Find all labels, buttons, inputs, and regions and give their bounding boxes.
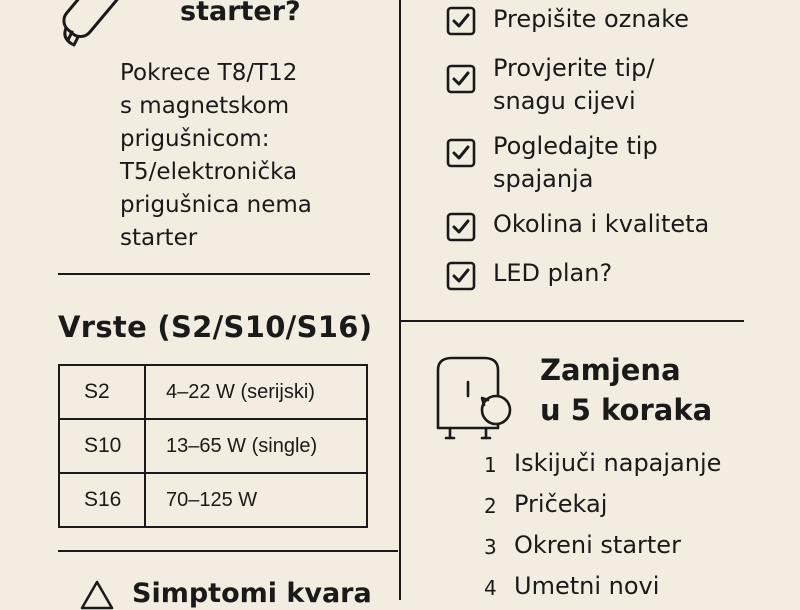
step-number: 3 [484, 535, 497, 559]
checklist-item-2: Provjerite tip/ snagu cijevi [493, 54, 655, 115]
step-number: 2 [484, 494, 497, 518]
checklist-item-4: Okolina i kvaliteta [493, 210, 710, 238]
type-power: 13–65 W (single) [145, 419, 367, 473]
checkbox-checked-icon [446, 261, 476, 291]
table-row [59, 473, 367, 527]
checkbox-checked-icon [446, 138, 476, 168]
divider-types [58, 550, 398, 552]
starter-rotate-icon [432, 352, 522, 447]
step-number: 4 [484, 576, 497, 600]
step-text: Iskijuči napajanje [514, 449, 722, 477]
type-code: S2 [59, 365, 145, 419]
starter-description: Pokrece T8/T12 s magnetskom prigušnicom: T5/elektronička prigušnica nema starter [120, 60, 312, 251]
types-heading: Vrste (S2/S10/S16) [58, 310, 373, 344]
table-row [59, 419, 367, 473]
divider-starter [58, 273, 370, 275]
step-text: Umetni novi [514, 572, 660, 600]
divider-checklist [401, 320, 744, 322]
warning-triangle-icon [80, 580, 114, 610]
type-code: S10 [59, 419, 145, 473]
table-row [59, 365, 367, 419]
starter-types-table [58, 364, 368, 528]
replace-heading: Zamjena u 5 koraka [540, 353, 713, 427]
step-text: Okreni starter [514, 531, 681, 559]
column-divider [399, 0, 401, 600]
step-text: Pričekaj [514, 490, 608, 518]
checkbox-checked-icon [446, 64, 476, 94]
type-power: 70–125 W [145, 473, 367, 527]
checklist-item-3: Pogledajte tip spajanja [493, 132, 658, 193]
checkbox-checked-icon [446, 6, 476, 36]
checklist-item-5: LED plan? [493, 259, 613, 287]
checkbox-checked-icon [446, 212, 476, 242]
fluorescent-tube-icon [58, 0, 178, 60]
type-code: S16 [59, 473, 145, 527]
starter-heading: starter? [180, 0, 301, 27]
checklist-item-1: Prepišite oznake [493, 5, 690, 33]
symptoms-heading: Simptomi kvara [132, 578, 372, 609]
type-power: 4–22 W (serijski) [145, 365, 367, 419]
step-number: 1 [484, 453, 497, 477]
